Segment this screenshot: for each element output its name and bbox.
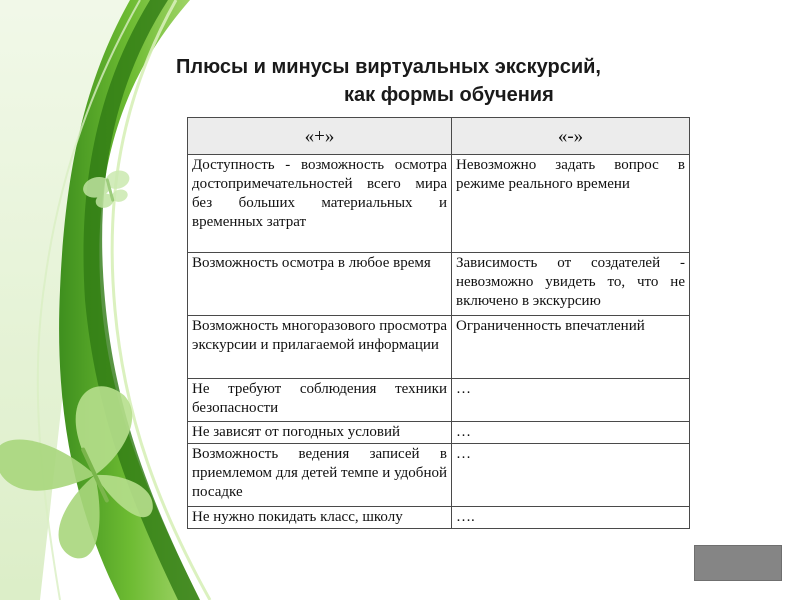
plus-cell: Не требуют соблюдения техники безопасности: [188, 379, 452, 422]
table-header-row: [188, 118, 690, 155]
table-row: [188, 316, 690, 379]
table-row: [188, 379, 690, 422]
plus-column-header: «+»: [188, 118, 452, 155]
next-slide-button[interactable]: [694, 545, 782, 581]
table-row: [188, 507, 690, 529]
pros-cons-table: [187, 117, 690, 529]
slide-title-line-1: Плюсы и минусы виртуальных экскурсий,: [176, 56, 601, 78]
minus-cell: …: [452, 422, 690, 444]
minus-column-header: «-»: [452, 118, 690, 155]
plus-cell: Не зависят от погодных условий: [188, 422, 452, 444]
minus-cell: …: [452, 444, 690, 507]
plus-cell: Не нужно покидать класс, школу: [188, 507, 452, 529]
plus-cell: Возможность осмотра в любое время: [188, 253, 452, 316]
plus-cell: Возможность многоразового просмотра экскурсии и прилагаемой информации: [188, 316, 452, 379]
minus-cell: ….: [452, 507, 690, 529]
table-row: [188, 422, 690, 444]
table-row: [188, 253, 690, 316]
table-row: [188, 444, 690, 507]
slide-title-line-2: как формы обучения: [344, 84, 554, 106]
minus-cell: Ограниченность впечатлений: [452, 316, 690, 379]
plus-cell: Возможность ведения записей в приемлемом для детей темпе и удобной посадке: [188, 444, 452, 507]
minus-cell: …: [452, 379, 690, 422]
minus-cell: Невозможно задать вопрос в режиме реального времени: [452, 155, 690, 253]
plus-cell: Доступность - возможность осмотра достопримечательностей всего мира без больших материальных и временных затрат: [188, 155, 452, 253]
minus-cell: Зависимость от создателей - невозможно увидеть то, что не включено в экскурсию: [452, 253, 690, 316]
table-row: [188, 155, 690, 253]
